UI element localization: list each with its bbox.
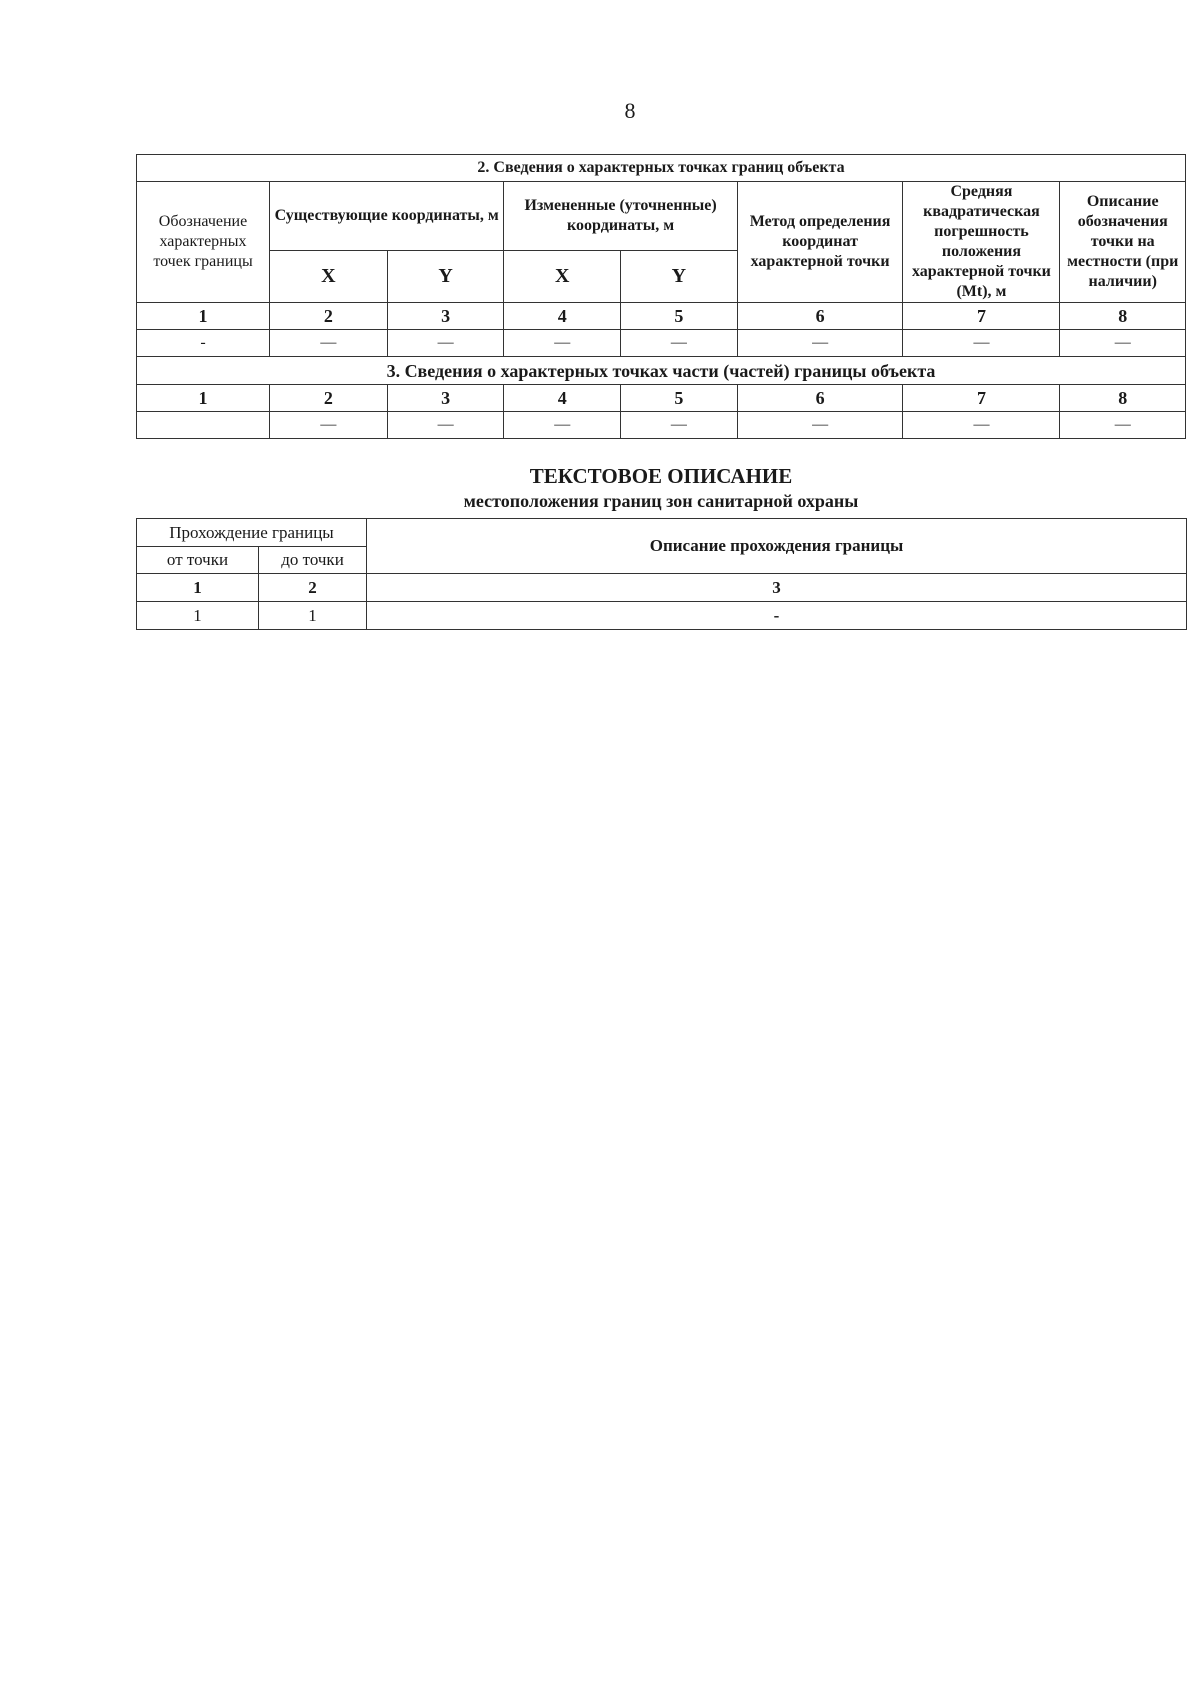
header-designation: Обозначение характерных точек границы [137, 182, 270, 303]
section3-column-numbers [137, 385, 1186, 412]
col-number: 7 [903, 385, 1060, 412]
col-number: 6 [737, 303, 903, 330]
table-cell: — [621, 330, 738, 357]
table-cell: — [737, 330, 903, 357]
col-number: 4 [504, 303, 621, 330]
col-number: 7 [903, 303, 1060, 330]
table-cell [137, 412, 270, 439]
header-point-description: Описание обозначения точки на местности (при наличии) [1060, 182, 1186, 303]
col-number: 2 [270, 385, 388, 412]
table-cell: - [367, 602, 1187, 630]
col-number: 8 [1060, 303, 1186, 330]
text-description-subtitle: местоположения границ зон санитарной охраны [463, 491, 859, 511]
col-number: 3 [387, 385, 504, 412]
col-number: 1 [137, 303, 270, 330]
col-number: 2 [259, 574, 367, 602]
header-existing-y: Y [387, 250, 504, 302]
col-number: 4 [504, 385, 621, 412]
table-cell: — [387, 412, 504, 439]
table-cell: — [270, 412, 388, 439]
table-cell: — [903, 412, 1060, 439]
table-cell: — [270, 330, 388, 357]
table-row [137, 330, 1186, 357]
table-cell: — [504, 330, 621, 357]
header-method: Метод определения координат характерной точки [737, 182, 903, 303]
table-cell: - [137, 330, 270, 357]
col-number: 5 [621, 385, 738, 412]
desc-column-numbers [137, 574, 1187, 602]
section2-title: 2. Сведения о характерных точках границ объекта [137, 155, 1186, 182]
header-changed-coords: Измененные (уточненные) координаты, м [504, 182, 737, 251]
header-passage-description: Описание прохождения границы [367, 519, 1187, 574]
header-error: Средняя квадратическая погрешность положения характерной точки (Mt), м [903, 182, 1060, 303]
table-row [137, 602, 1187, 630]
boundary-points-table [136, 154, 1186, 439]
header-passage: Прохождение границы [137, 519, 367, 547]
col-number: 1 [137, 385, 270, 412]
col-number: 8 [1060, 385, 1186, 412]
header-changed-y: Y [621, 250, 738, 302]
col-number: 2 [270, 303, 388, 330]
boundary-description-table [136, 518, 1187, 630]
table-cell: 1 [137, 602, 259, 630]
text-description-title: ТЕКСТОВОЕ ОПИСАНИЕ [529, 464, 793, 488]
header-from-point: от точки [137, 547, 259, 574]
table-row [137, 412, 1186, 439]
table-cell: — [1060, 412, 1186, 439]
table-cell: — [737, 412, 903, 439]
page-number: 8 [624, 98, 636, 123]
table-cell: — [1060, 330, 1186, 357]
section3-title: 3. Сведения о характерных точках части (частей) границы объекта [137, 357, 1186, 385]
header-existing-x: X [270, 250, 388, 302]
header-changed-x: X [504, 250, 621, 302]
table-cell: — [903, 330, 1060, 357]
table-cell: — [504, 412, 621, 439]
table-cell: — [387, 330, 504, 357]
header-to-point: до точки [259, 547, 367, 574]
col-number: 3 [367, 574, 1187, 602]
col-number: 1 [137, 574, 259, 602]
col-number: 3 [387, 303, 504, 330]
header-existing-coords: Существующие координаты, м [270, 182, 504, 251]
table-cell: — [621, 412, 738, 439]
col-number: 6 [737, 385, 903, 412]
section2-column-numbers [137, 303, 1186, 330]
col-number: 5 [621, 303, 738, 330]
table-cell: 1 [259, 602, 367, 630]
